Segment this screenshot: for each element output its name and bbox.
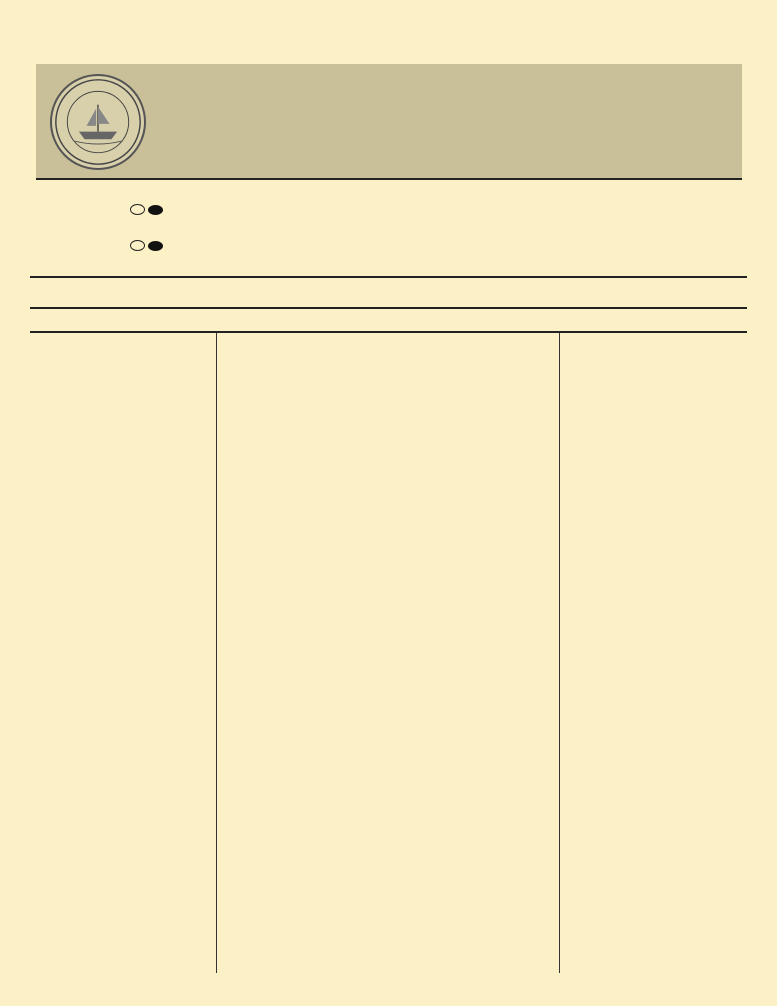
timing-marks-right — [757, 66, 769, 976]
ballot-header — [36, 64, 742, 180]
timing-marks-top — [10, 44, 770, 50]
filled-oval-icon — [148, 205, 163, 215]
instruction-1 — [130, 204, 660, 218]
empty-oval-icon — [130, 240, 145, 251]
filled-oval-icon — [148, 241, 163, 251]
candidate-column — [216, 333, 560, 973]
state-seal-icon — [50, 74, 146, 170]
empty-oval-icon — [130, 204, 145, 215]
timing-marks-left — [8, 66, 20, 976]
instruction-2 — [130, 240, 660, 254]
divider — [30, 276, 747, 278]
divider — [30, 307, 747, 309]
